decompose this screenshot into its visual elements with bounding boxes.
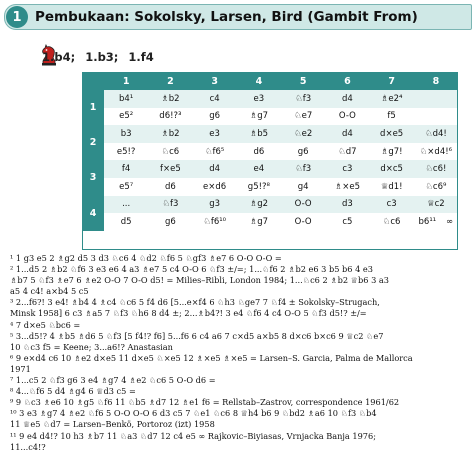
footnotes bbox=[10, 253, 468, 453]
table-cell: d6!?³ bbox=[148, 108, 192, 126]
footnote-line: 1971 bbox=[10, 363, 31, 374]
table-cell: e5!? bbox=[104, 143, 148, 161]
footnote-line: ⁵ 3...d5!? 4 ♗b5 ♗d6 5 ♘f3 [5 f4!? f6] 5...f6 6 c4 a6 7 c×d5 a×b5 8 d×c6 b×c6 9 ♕c2 ♘e7 bbox=[10, 330, 384, 341]
footnote-line: ¹ 1 g3 e5 2 ♗g2 d5 3 d3 ♘c6 4 ♘d2 ♘f6 5 ♘gf3 ♗e7 6 O-O O-O = bbox=[10, 253, 282, 263]
table-cell: d5 bbox=[104, 213, 148, 231]
table-cell: g3 bbox=[193, 196, 237, 214]
column-header: 7 bbox=[370, 72, 414, 90]
table-cell: ♘c6 bbox=[148, 143, 192, 161]
table-cell: ♗g2 bbox=[237, 196, 281, 214]
table-cell: ♗b2 bbox=[148, 90, 192, 108]
table-cell: ♕d1! bbox=[370, 178, 414, 196]
table-cell: ♕c2 bbox=[414, 196, 458, 214]
table-cell: ♘f6⁵ bbox=[193, 143, 237, 161]
footnote-line: 11 ♕e5 ♘d7 = Larsen–Benkö, Portoroz (izt) 1958 bbox=[10, 419, 215, 430]
row-header: 3 bbox=[82, 160, 104, 195]
table-cell: f5 bbox=[370, 108, 414, 126]
table-cell: e4 bbox=[237, 160, 281, 178]
table-cell: ♗g7 bbox=[237, 108, 281, 126]
footnote-line: ⁶ 9 e×d4 c6 10 ♗e2 d×e5 11 d×e5 ♘×e5 12 ♗×e5 ♗×e5 = Larsen–S. Garcia, Palma de Mallorca bbox=[10, 352, 413, 363]
column-header: 4 bbox=[237, 72, 281, 90]
table-cell: ♘c6! bbox=[414, 160, 458, 178]
table-cell: d4 bbox=[193, 160, 237, 178]
column-header: 2 bbox=[148, 72, 192, 90]
column-header: 8 bbox=[414, 72, 458, 90]
table-cell: ♗g7! bbox=[370, 143, 414, 161]
footnote-line: 11...c4!? bbox=[10, 441, 46, 452]
table-cell: g6 bbox=[281, 143, 325, 161]
table-row bbox=[82, 143, 458, 161]
footnote-line: ⁷ 1...c5 2 ♘f3 g6 3 e4 ♗g7 4 ♗e2 ♘c6 5 O-O d6 = bbox=[10, 375, 216, 386]
table-cell: b6¹¹ ∞ bbox=[414, 213, 458, 231]
table-cell: ♘×d4!⁶ bbox=[414, 143, 458, 161]
table-cell: d6 bbox=[237, 143, 281, 161]
table-cell bbox=[414, 108, 458, 126]
table-cell: d6 bbox=[148, 178, 192, 196]
footnote-line: a5 4 c4! a×b4 5 c5 bbox=[10, 286, 89, 297]
table-cell: ♘d4! bbox=[414, 125, 458, 143]
table-cell: b3 bbox=[104, 125, 148, 143]
table-cell: ♘f3 bbox=[281, 160, 325, 178]
table-cell: e3 bbox=[237, 90, 281, 108]
footnote-line: ² 1...d5 2 ♗b2 ♘f6 3 e3 e6 4 a3 ♗e7 5 c4 O-O 6 ♘f3 ±/=; 1...♘f6 2 ♗b2 e6 3 b5 b6 4 e3 bbox=[10, 264, 373, 275]
table-cell: ♗g7 bbox=[237, 213, 281, 231]
table-cell: d4 bbox=[325, 90, 369, 108]
column-header: 6 bbox=[325, 72, 369, 90]
column-header: 5 bbox=[281, 72, 325, 90]
table-row bbox=[82, 213, 458, 231]
table-cell: c5 bbox=[325, 213, 369, 231]
footnote-line: ³ 2...f6?! 3 e4! ♗b4 4 ♗c4 ♘c6 5 f4 d6 [5...e×f4 6 ♘h3 ♘ge7 7 ♘f4 ± Sokolsky–Strugach, bbox=[10, 297, 380, 308]
table-cell: g5!?⁸ bbox=[237, 178, 281, 196]
table-cell: f×e5 bbox=[148, 160, 192, 178]
table-row bbox=[82, 125, 458, 143]
table-cell: ♘e2 bbox=[281, 125, 325, 143]
table-cell: f4 bbox=[104, 160, 148, 178]
table-corner bbox=[82, 72, 104, 90]
move-option: 1.b3; bbox=[85, 50, 119, 64]
table-cell: d×e5 bbox=[370, 125, 414, 143]
variations-table bbox=[82, 72, 458, 231]
footnote-line: ⁸ 4...♘f6 5 d4 ♗g4 6 ♕d3 c5 = bbox=[10, 386, 136, 397]
footnote-line: ⁹ 9 ♘c3 ♗e6 10 ♗g5 ♘f6 11 ♘b5 ♗d7 12 ♗e1 f6 = Rellstab–Zastrov, correspondence 1961/62 bbox=[10, 397, 400, 408]
column-header: 1 bbox=[104, 72, 148, 90]
row-header: 1 bbox=[82, 90, 104, 125]
table-cell: e×d6 bbox=[193, 178, 237, 196]
footnote-line: 10 ♘c3 f5 = Keene; 3...a6!? Anastasian bbox=[10, 341, 173, 352]
table-cell: ♗×e5 bbox=[325, 178, 369, 196]
table-cell: g6 bbox=[193, 108, 237, 126]
chapter-number: 1 bbox=[6, 6, 28, 28]
table-cell: d3 bbox=[325, 196, 369, 214]
table-cell: d4 bbox=[325, 125, 369, 143]
table-row bbox=[82, 160, 458, 178]
table-cell: ♘c6⁹ bbox=[414, 178, 458, 196]
table-cell: ♘e7 bbox=[281, 108, 325, 126]
table-cell: ♘c6 bbox=[370, 213, 414, 231]
table-row bbox=[82, 108, 458, 126]
table-cell: e5² bbox=[104, 108, 148, 126]
table-cell: O-O bbox=[281, 196, 325, 214]
table-cell: ♗b2 bbox=[148, 125, 192, 143]
table-cell: ♘f6¹⁰ bbox=[193, 213, 237, 231]
footnote-line: Minsk 1958] 6 c3 ♗a5 7 ♘f3 ♘h6 8 d4 ±; 2...♗b4?! 3 e4 ♘f6 4 c4 O-O 5 ♘f3 d5!? ±/= bbox=[10, 308, 367, 319]
table-cell: ♘f3 bbox=[281, 90, 325, 108]
chapter-title: Pembukaan: Sokolsky, Larsen, Bird (Gambit From) bbox=[35, 9, 418, 25]
table-cell: g6 bbox=[148, 213, 192, 231]
table-cell: c3 bbox=[325, 160, 369, 178]
footnote-line: ♗b7 5 ♘f3 ♗e7 6 ♗e2 O-O 7 O-O d5! = Milies–Ribli, London 1984; 1...♘c6 2 ♗b2 ♕b6 3 a3 bbox=[10, 275, 389, 286]
move-option: 1.f4 bbox=[128, 50, 154, 64]
footnote-line: ⁴ 7 d×e5 ♘bc6 = bbox=[10, 319, 81, 330]
table-cell: ♗b5 bbox=[237, 125, 281, 143]
table-cell: c3 bbox=[370, 196, 414, 214]
table-row bbox=[82, 90, 458, 108]
table-cell: c4 bbox=[193, 90, 237, 108]
table-cell: O-O bbox=[281, 213, 325, 231]
table-cell: b4¹ bbox=[104, 90, 148, 108]
table-cell: e5⁷ bbox=[104, 178, 148, 196]
table-row bbox=[82, 196, 458, 214]
chapter-title-bar bbox=[4, 4, 472, 30]
row-header: 2 bbox=[82, 125, 104, 160]
table-header-row bbox=[82, 72, 458, 90]
table-cell bbox=[414, 90, 458, 108]
table-cell: ... bbox=[104, 196, 148, 214]
table-row bbox=[82, 178, 458, 196]
row-header: 4 bbox=[82, 196, 104, 231]
table-cell: g4 bbox=[281, 178, 325, 196]
table-cell: ♘d7 bbox=[325, 143, 369, 161]
move-option: 1.b4; bbox=[42, 50, 76, 64]
first-moves bbox=[42, 50, 154, 64]
table-cell: ♗e2⁴ bbox=[370, 90, 414, 108]
table-cell: d×c5 bbox=[370, 160, 414, 178]
table-cell: O-O bbox=[325, 108, 369, 126]
evaluation-mark: ∞ bbox=[446, 216, 454, 227]
footnote-line: ¹¹ 9 e4 d4!? 10 h3 ♗b7 11 ♘a3 ♘d7 12 c4 e5 ∞ Rajkovic–Biyiasas, Vrnjacka Banja 1976; bbox=[10, 430, 376, 441]
footnote-line: ¹⁰ 3 e3 ♗g7 4 ♗e2 ♘f6 5 O-O O-O 6 d3 c5 7 ♘e1 ♘c6 8 ♕h4 b6 9 ♘bd2 ♗a6 10 ♘f3 ♘b4 bbox=[10, 408, 377, 419]
table-cell: e3 bbox=[193, 125, 237, 143]
table-cell: ♘f3 bbox=[148, 196, 192, 214]
column-header: 3 bbox=[193, 72, 237, 90]
